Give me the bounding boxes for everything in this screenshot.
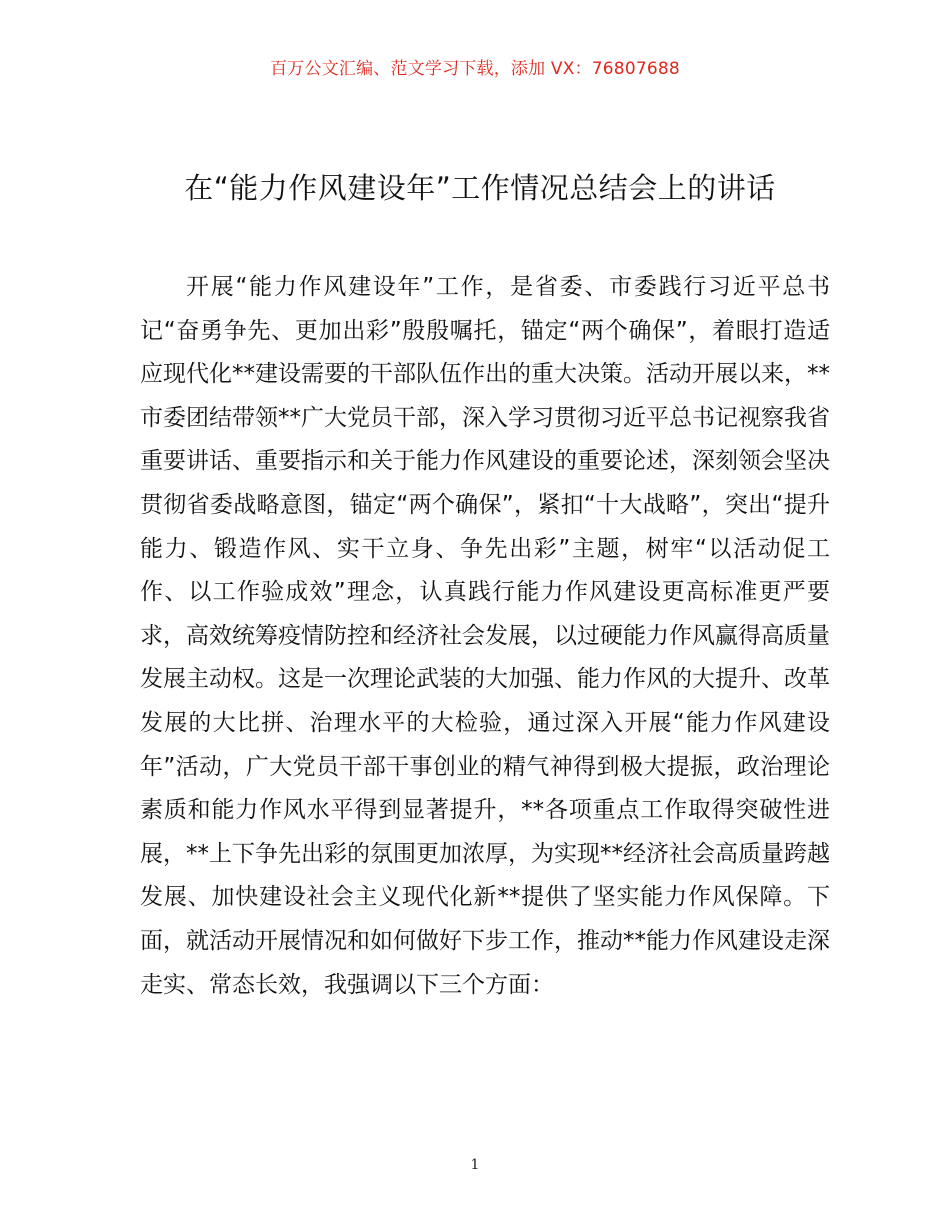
body-paragraph: 开展“能力作风建设年”工作，是省委、市委践行习近平总书记“奋勇争先、更加出彩”殷殷嘱托，锚定“两个确保”，着眼打造适应现代化**建设需要的干部队伍作出的重大决策。活动开展以来，**市委团结带领**广大党员干部，深入学习贯彻习近平总书记视察我省重要讲话、重要指示和关于能力作风建设的重要论述，深刻领会坚决贯彻省委战略意图，锚定“两个确保”，紧扣“十大战略”，突出“提升能力、锻造作风、实干立身、争先出彩”主题，树牢“以活动促工作、以工作验成效”理念，认真践行能力作风建设更高标准更严要求，高效统筹疫情防控和经济社会发展，以过硬能力作风赢得高质量发展主动权。这是一次理论武装的大加强、能力作风的大提升、改革发展的大比拼、治理水平的大检验，通过深入开展“能力作风建设年”活动，广大党员干部干事创业的精气神得到极大提振，政治理论素质和能力作风水平得到显著提升，**各项重点工作取得突破性进展，**上下争先出彩的氛围更加浓厚，为实现**经济社会高质量跨越发展、加快建设社会主义现代化新**提供了坚实能力作风保障。下面，就活动开展情况和如何做好下步工作，推动**能力作风建设走深走实、常态长效，我强调以下三个方面： — [140, 274, 830, 998]
header-watermark-note: 百万公文汇编、范文学习下载，添加 VX：76807688 — [270, 59, 680, 79]
page-number: 1 — [470, 1157, 480, 1173]
document-title: 在“能力作风建设年”工作情况总结会上的讲话 — [184, 171, 776, 205]
